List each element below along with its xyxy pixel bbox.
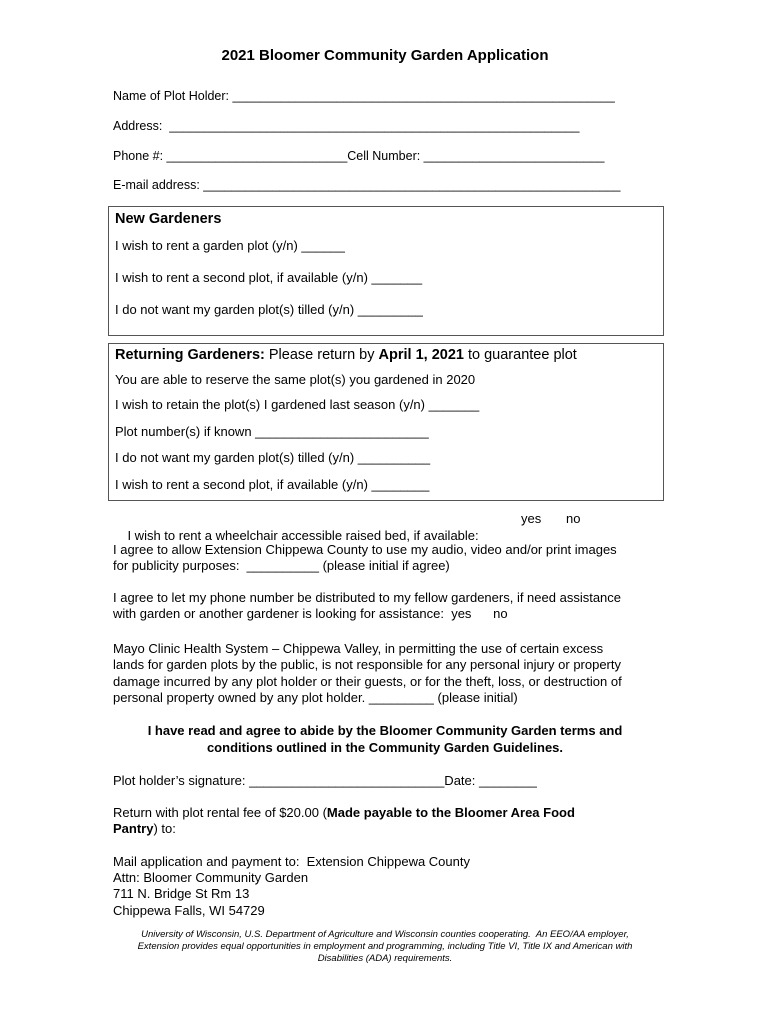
reserve-same-plot-note: You are able to reserve the same plot(s) you gardened in 2020 — [115, 372, 476, 387]
email-field[interactable]: E-mail address: ____________________________________________________________ — [113, 178, 621, 192]
payable-to-text: Made payable to the Bloomer Area Food — [326, 805, 575, 820]
mail-to-line: Mail application and payment to: Extension Chippewa County — [113, 854, 470, 869]
footer-line2: Extension provides equal opportunities in employment and programming, including Title VI, Title IX and American with — [137, 941, 633, 952]
liability-line4[interactable]: personal property owned by any plot holder. _________ (please initial) — [113, 690, 518, 705]
footer-line3: Disabilities (ADA) requirements. — [317, 953, 453, 964]
no-till-line[interactable]: I do not want my garden plot(s) tilled (y/n) _________ — [115, 302, 423, 317]
liability-line3: damage incurred by any plot holder or their guests, or for the theft, loss, or destruction of — [113, 674, 622, 689]
rent-plot-line[interactable]: I wish to rent a garden plot (y/n) ______ — [115, 238, 345, 253]
new-gardeners-heading: New Gardeners — [115, 211, 222, 227]
retain-plot-line[interactable]: I wish to retain the plot(s) I gardened last season (y/n) _______ — [115, 397, 480, 412]
wheelchair-bed-text: I wish to rent a wheelchair accessible raised bed, if available: — [127, 527, 479, 543]
plot-number-line[interactable]: Plot number(s) if known ________________________ — [115, 424, 429, 439]
signature-date-line[interactable]: Plot holder’s signature: ___________________________Date: ________ — [113, 773, 537, 788]
liability-line1: Mayo Clinic Health System – Chippewa Valley, in permitting the use of certain excess — [113, 641, 604, 656]
mail-attn-line: Attn: Bloomer Community Garden — [113, 870, 309, 885]
returning-heading-mid: Please return by — [264, 347, 379, 363]
page-title: 2021 Bloomer Community Garden Application — [221, 47, 549, 64]
publicity-consent-line2[interactable]: for publicity purposes: __________ (please initial if agree) — [113, 558, 450, 573]
second-plot-line[interactable]: I wish to rent a second plot, if available (y/n) _______ — [115, 270, 423, 285]
returning-second-plot-line[interactable]: I wish to rent a second plot, if available (y/n) ________ — [115, 477, 430, 492]
returning-no-till-line[interactable]: I do not want my garden plot(s) tilled (y/n) __________ — [115, 450, 431, 465]
payable-to-pantry: Pantry — [113, 821, 154, 836]
address-field[interactable]: Address: ___________________________________________________________ — [113, 119, 580, 133]
agreement-line1: I have read and agree to abide by the Bloomer Community Garden terms and — [147, 723, 623, 738]
return-fee-suffix: ) to: — [153, 821, 176, 836]
returning-gardeners-box — [108, 343, 664, 501]
liability-line2: lands for garden plots by the public, is not responsible for any personal injury or property — [113, 657, 622, 672]
returning-heading-end: to guarantee plot — [463, 347, 577, 363]
phone-field[interactable]: Phone #: __________________________Cell Number: __________________________ — [113, 149, 605, 163]
new-gardeners-box — [108, 206, 664, 336]
footer-line1: University of Wisconsin, U.S. Department of Agriculture and Wisconsin counties cooperating. An EEO/AA employer, — [141, 929, 629, 940]
wheelchair-no-option[interactable]: no — [566, 511, 581, 526]
return-fee-prefix: Return with plot rental fee of $20.00 ( — [113, 805, 327, 820]
return-deadline: April 1, 2021 — [378, 347, 464, 363]
publicity-consent-line1: I agree to allow Extension Chippewa County to use my audio, video and/or print images — [113, 542, 617, 557]
mail-street-line: 711 N. Bridge St Rm 13 — [113, 886, 250, 901]
plot-holder-name-field[interactable]: Name of Plot Holder: _______________________________________________________ — [113, 89, 615, 103]
agreement-line2: conditions outlined in the Community Garden Guidelines. — [206, 740, 564, 755]
return-fee-line2 — [113, 821, 176, 838]
mail-city-line: Chippewa Falls, WI 54729 — [113, 903, 265, 918]
footer-disclaimer — [0, 929, 770, 965]
phone-share-line2[interactable]: with garden or another gardener is looking for assistance: yes no — [113, 606, 508, 621]
returning-gardeners-heading — [115, 347, 577, 363]
returning-heading-label: Returning Gardeners: — [115, 347, 265, 363]
phone-share-line1: I agree to let my phone number be distributed to my fellow gardeners, if need assistance — [113, 590, 622, 605]
wheelchair-yes-option[interactable]: yes — [521, 511, 542, 526]
return-fee-line1 — [113, 805, 575, 822]
